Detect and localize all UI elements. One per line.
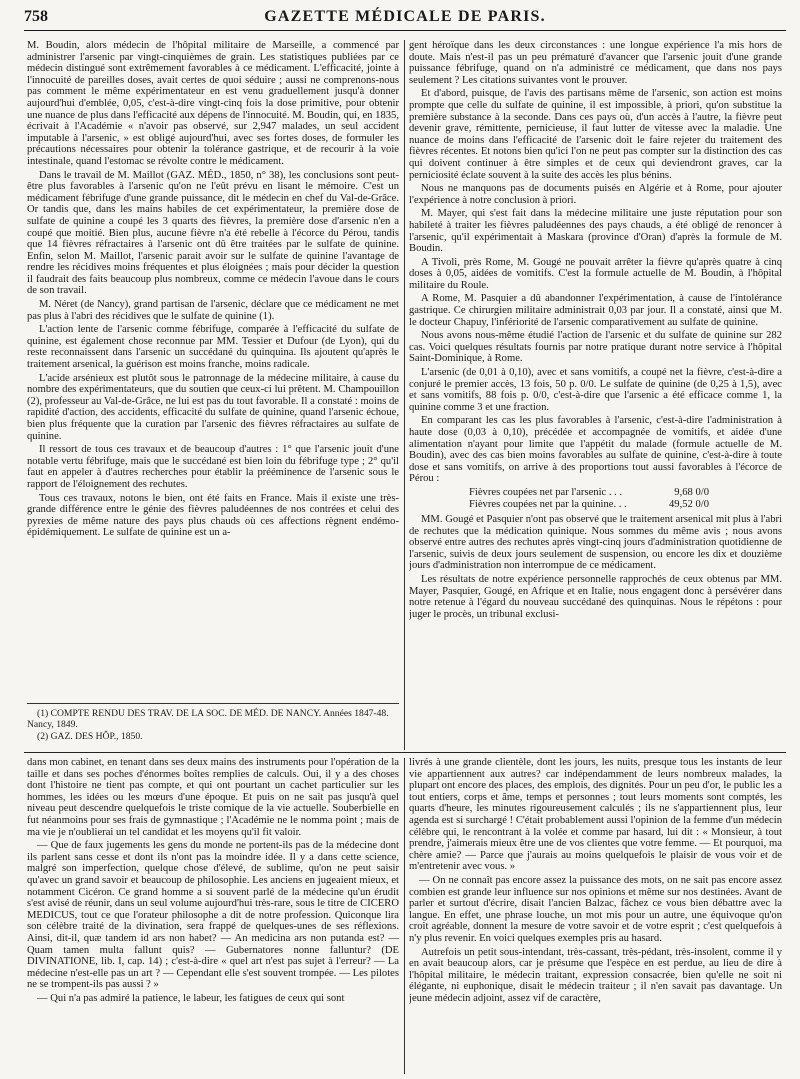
paragraph: Nous avons nous-même étudié l'action de l'arsenic et du sulfate de quinine sur 282 cas. Voici quelques résultats fournis par notre pratique durant notre service à l'hôpital Saint-Dominique, à Rome. (409, 330, 782, 365)
article-column-left (27, 40, 399, 696)
paragraph: livrés à une grande clientèle, dont les jours, les nuits, presque tous les instants de leur vie appartiennent aux autres? car indépendamment de leurs nombreux malades, la plupart ont encore des places, des emplois, des dignités. Pour un peu d'or, le public les a tout entiers, corps et âme, temps et personnes ; tout leurs moments sont comptés, les quarts d'heure, les minutes rigoureusement calculés ; ils ne s'appartiennent plus, leur agenda est si surchargé ! C'était probablement aussi l'opinion de la femme d'un médecin célèbre qui, le rencontrant à la volée et comme par hasard, lui dit : « Monsieur, à tout prendre, j'aimerais mieux être une de vos clientes que votre femme. — Et pourquoi, ma chère amie? — Parce que j'aurais au moins quelquefois le plaisir de vous voir et de m'entretenir avec vous. » (409, 757, 782, 873)
column-divider-top (404, 40, 405, 750)
paragraph: Autrefois un petit sous-intendant, très-cassant, très-pédant, très-insolent, comme il y en avait beaucoup alors, car je présume que l'espèce en est perdue, au lieu de dire à l'hôpital militaire, le médecin traitant, expression consacrée, bien qu'elle ne soit ni élégante, ni euphonique, disait le médecin traiteur ; il n'en savait pas davantage. Un jeune médecin adjoint, assez vif de caractère, (409, 946, 782, 1004)
fever-row-label: Fièvres coupées net par l'arsenic . . . (469, 486, 623, 498)
paragraph: — Que de faux jugements les gens du monde ne portent-ils pas de la médecine dont ils parlent sans cesse et dont ils n'ont pas la moindre idée. Il y a dans cette science, malgré son imperfection, quelque chose d'élevé, de sublime, qu'on ne peut saisir qu'avec un grand savoir et beaucoup de philosophie. Les anciens en jugeaient mieux, et notamment Cicéron. Ce grand homme a si souvent parlé de la médecine qu'un érudit s'est avisé de réunir, dans un seul volume aujourd'hui très-rare, sous le titre de CICERO MEDICUS, tout ce que l'orateur philosophe a dit de notre profession. Quiconque lira son célèbre traité de la divination, sera frappé de quelques-unes de ses réflexions. Ainsi, dit-il, quæ tandem id ars non habet? — An medicina ars non putanda est? — Quam tamen multa fallunt quis? — Gubernatores nonne falluntur? (DE DIVINATIONE, lib. I, cap. 14) ; c'est-à-dire « quel art n'est pas sujet à l'erreur? — La médecine n'est-elle pas un art ? — Cependant elle s'est souvent trompée. — Les pilotes ne se trompent-ils pas aussi ? » (27, 840, 399, 991)
column-divider-bottom (404, 758, 405, 1074)
paragraph: gent héroïque dans les deux circonstances : une longue expérience l'a mis hors de doute. Mais n'est-il pas un peu prématuré d'avancer que l'arsenic jouit d'une grande puissance fébrifuge, quand on n'a administré ce médicament, que dans nos pays seulement ? Les citations suivantes vont le prouver. (409, 40, 782, 86)
fever-row-value: 49,52 0/0 (668, 498, 709, 510)
paragraph: A Tivoli, près Rome, M. Gougé ne pouvait arrêter la fièvre qu'après quatre à cinq doses à 0,05, aidées de vomitifs. C'est la formule actuelle de M. Boudin, à l'hôpital militaire du Roule. (409, 256, 782, 291)
footnote: (2) GAZ. DES HÔP., 1850. (37, 730, 143, 742)
section-divider (24, 752, 786, 753)
fever-row-value: 9,68 0/0 (674, 486, 709, 498)
paragraph: dans mon cabinet, en tenant dans ses deux mains des instruments pour l'opération de la taille et dans ses poches d'énormes boîtes remplies de calculs. Oui, il y a des choses dont l'histoire ne tient pas compte, et qui ont pourtant un cachet particulier sur les hommes, les idées ou les mœurs d'une époque. Et puis on ne sait pas jusqu'à quel niveau peut descendre quelquefois le triste comique de la vie actuelle. Souberbielle en fut néanmoins pour ses frais de gymnastique ; l'Académie ne le nomma point ; mais de ma vie je n'oublierai un tel candidat et les moyens qu'il fit valoir. (27, 757, 399, 838)
page-header (24, 6, 786, 31)
paragraph: L'action lente de l'arsenic comme fébrifuge, comparée à l'efficacité du sulfate de quinine, est également chose reconnue par MM. Tessier et Dufour (de Lyon), qui du reste reconnaissent dans l'arsenic un succédané du quinquina. Ils ajoutent qu'après le traitement arsenical, la guérison est moins franche, moins radicale. (27, 324, 399, 371)
fever-row-label: Fièvres coupées net par la quinine. . . (469, 498, 627, 510)
paragraph: M. Mayer, qui s'est fait dans la médecine militaire une juste réputation pour son habileté à traiter les fièvres paludéennes des pays chauds, a été obligé de renoncer à l'arsenic, qu'il expérimentait à Maskara (province d'Oran) d'après la formule de M. Boudin. (409, 208, 782, 255)
feuilleton-column-left (27, 757, 399, 1075)
fever-results-table (469, 487, 782, 511)
footnote: (1) COMPTE RENDU DES TRAV. DE LA SOC. DE MÉD. DE NANCY. Années 1847-48. Nancy, 1849. (27, 708, 389, 730)
paragraph: — Qui n'a pas admiré la patience, le labeur, les fatigues de ceux qui sont (37, 992, 345, 1004)
paragraph: Les résultats de notre expérience personnelle rapprochés de ceux obtenus par MM. Mayer, Pasquier, Gougé, en Afrique et en Italie, nous engagent donc à persévérer dans notre retenue à l'égard du nouveau succédané des quinquinas. Nous le répétons : pour juger le procès, un tribunal exclusi- (409, 573, 782, 620)
article-column-right (409, 40, 782, 750)
paragraph: MM. Gougé et Pasquier n'ont pas observé que le traitement arsenical mit plus à l'abri de rechutes que la médication quinique. Nous sommes du même avis ; nous avons observé entre autres des rechutes après vingt-cinq jours d'administration quotidienne de l'arsenic, suivis de deux jours seulement de suspension, ou encore les dix et douzième jours d'administration non interrompue de ce médicament. (409, 513, 782, 572)
feuilleton-column-right (409, 757, 782, 1075)
paragraph: M. Boudin, alors médecin de l'hôpital militaire de Marseille, a commencé par administrer l'arsenic par vingt-cinquièmes de grain. Les statistiques publiées par ce médecin distingué sont extrêmement favorables à ce médicament. L'efficacité, jointe à l'innocuité de pareilles doses, avait certes de quoi séduire ; aussi ne comprenons-nous pas comment le même expérimentateur en est venu graduellement jusqu'à donner aujourd'hui d'emblée, 0,05, c'est-à-dire vingt-cinq fois la dose primitive, pour obtenir une nuance de plus dans l'efficacité aux dépens de l'innocuité. M. Boudin, qui, en 1835, écrivait à l'Académie « n'avoir pas observé, sur 2,947 malades, un seul accident imputable à l'arsenic, » est obligé aujourd'hui, avec ses fortes doses, de formuler les précautions nécessaires pour obtenir la tolérance gastrique, et de recourir à la voie intestinale, quand l'estomac se révolte contre le médicament. (27, 40, 399, 167)
paragraph: Dans le travail de M. Maillot (GAZ. MÉD., 1850, n° 38), les conclusions sont peut-être plus favorables à l'arsenic qu'on ne l'eût prévu en lisant le mémoire. C'est un médicament fébrifuge d'une grande puissance, dit le médecin en chef du Val-de-Grâce. Or tandis que, dans les mains habiles de cet expérimentateur, la première dose de sulfate de quinine a coupé les 3 quarts des fièvres, la première dose d'arsenic n'en a coupé que moitié. Bien plus, aucune fièvre n'a été rebelle à l'écorce du Pérou, tandis que 14 fièvres réfractaires à l'arsenic ont dû être traitées par le sulfate de quinine. Enfin, selon M. Maillot, l'arsenic parait avoir sur le sulfate de quinine l'avantage de rendre les récidives moins fréquentes et plus éloignées ; mais pour décider la question il faudrait des faits beaucoup plus nombreux, comme ce médecin l'avoue dans le cours de son travail. (27, 169, 399, 297)
journal-title: GAZETTE MÉDICALE DE PARIS. (264, 8, 546, 25)
paragraph: A Rome, M. Pasquier a dû abandonner l'expérimentation, à cause de l'intolérance gastrique. Ce chirurgien militaire administrait 0,03 par jour. Il a constaté, ainsi que M. le docteur Chapuy, l'infériorité de l'arsenic comparativement au sulfate de quinine. (409, 293, 782, 328)
page-number: 758 (24, 8, 48, 25)
fever-row (469, 499, 709, 511)
paragraph: M. Néret (de Nancy), grand partisan de l'arsenic, déclare que ce médicament ne met pas plus à l'abri des récidives que le sulfate de quinine (1). (27, 299, 399, 322)
footnotes (27, 709, 399, 743)
paragraph: L'acide arsénieux est plutôt sous le patronnage de la médecine militaire, à cause du nombre des expérimentateurs, que du soutien que ceux-ci lui prêtent. M. Champouillon (2), professeur au Val-de-Grâce, ne lui est pas du tout favorable. Il a constaté : moins de rapidité d'action, des accidents, efficacité du sulfate de quinine, quand l'arsenic échoue, bien plus fréquente que la curation par l'arsenic des fièvres réfractaires au sulfate de quinine. (27, 372, 399, 442)
paragraph: Tous ces travaux, notons le bien, ont été faits en France. Mais il existe une très-grande différence entre le génie des fièvres paludéennes de nos contrées et celui des pyrexies de même nature des pays plus chauds où ces affections règnent endémo-épidémiquement. Le sulfate de quinine est un a- (27, 492, 399, 539)
footnote-divider (27, 703, 399, 704)
paragraph: — On ne connaît pas encore assez la puissance des mots, on ne sait pas encore assez combien est grande leur influence sur nos opinions et même sur nos destinées. Avant de parler et surtout d'écrire, disait l'ancien Balzac, fâchez ce vous bien débattre avec la langue. En effet, une phrase louche, un mot mis pour un autre, une équivoque qu'on croit agréable, donnent la mesure de votre savoir et de votre esprit ; c'est quelquefois à n'y plus revenir. En voici quelques exemples pris au hasard. (409, 874, 782, 944)
paragraph: Et d'abord, puisque, de l'avis des partisans même de l'arsenic, son action est moins prompte que celle du sulfate de quinine, il est impossible, à priori, qu'on substitue la première substance à la seconde. Dans ces pays où, d'un accès à l'autre, la fièvre peut devenir grave, rémittente, pernicieuse, il faut lutter de vitesse avec la maladie. Une nuance de moins dans l'efficacité de l'arsenic doit le faire rejeter du traitement des fièvres récentes. Et notons bien qu'ici l'on ne peut pas compter sur la distinction des cas qui doivent continuer à être simples et de ceux qui deviendront graves, car la perniciosité éclate souvent à la suite des accès les plus bénins. (409, 88, 782, 181)
paragraph: En comparant les cas les plus favorables à l'arsenic, c'est-à-dire l'administration à haute dose (0,03 à 0,10), précédée et accompagnée de vomitifs, et aidée d'une alimentation n'ayant pour limite que l'appétit du malade (formule actuelle de M. Boudin), avec des cas bien moins favorables au sulfate de quinine, c'est-à-dire à toute dose et sans vomitifs, on arrive à des proportions tout aussi favorables à l'écorce de Pérou : (409, 415, 782, 485)
paragraph: Il ressort de tous ces travaux et de beaucoup d'autres : 1° que l'arsenic jouit d'une notable vertu fébrifuge, mais que le succédané est bien loin du fébrifuge type ; 2° qu'il faut en appeler à d'autres recherches pour établir la prééminence de l'arsenic sous le rapport de l'éloignement des rechutes. (27, 444, 399, 490)
paragraph: L'arsenic (de 0,01 à 0,10), avec et sans vomitifs, a coupé net la fièvre, c'est-à-dire a conjuré le premier accès, 13 fois, 50 p. 0/0. Le sulfate de quinine (de 0,25 à 1,5), avec et sans vomitifs, 88 fois p. 0/0, c'est-à-dire que l'arsenic a été efficace comme 1, la quinine comme 3 et une fraction. (409, 367, 782, 413)
fever-row (469, 487, 709, 499)
paragraph: Nous ne manquons pas de documents puisés en Algérie et à Rome, pour ajouter l'expérience à notre conclusion à priori. (409, 183, 782, 206)
